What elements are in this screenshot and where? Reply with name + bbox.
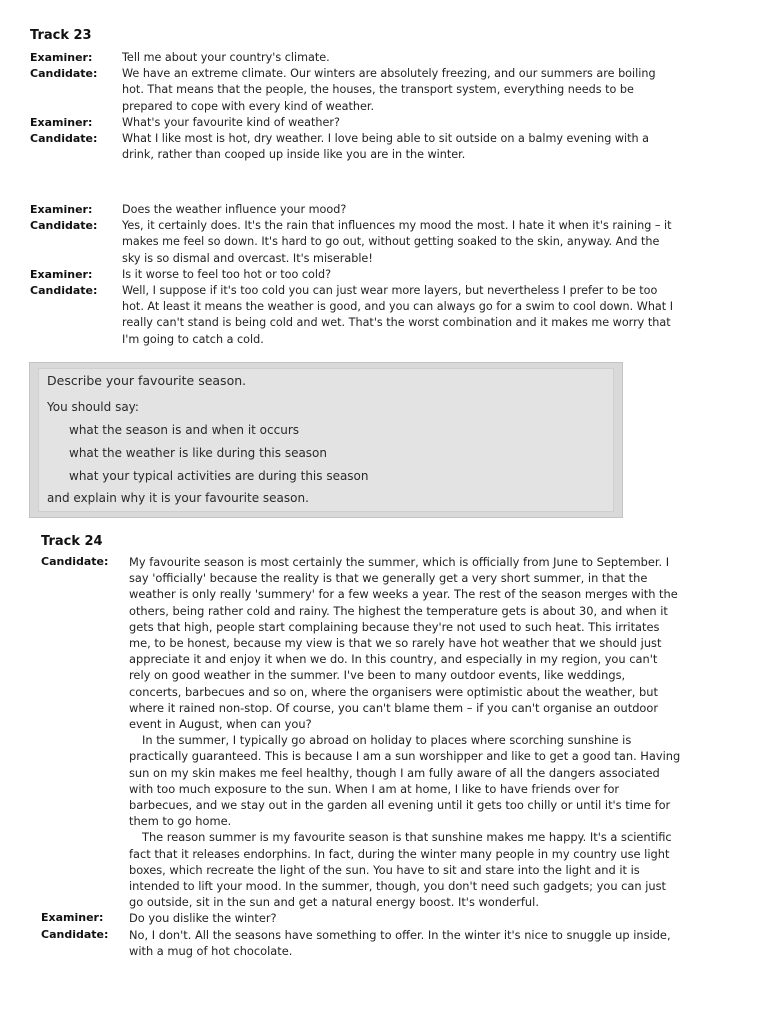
dialog-text: Is it worse to feel too hot or too cold? (122, 267, 332, 281)
dialog-text: Well, I suppose if it's too cold you can just wear more layers, but nevertheless I prefer to be too hot. At least it means the weather is good, and you can always go for a swim to cool down. What I really can't stand is being cold and wet. That's the worst combination and it makes me worry that I'm going to catch a cold. (122, 284, 674, 346)
track-23-dialog-part-1 (30, 50, 680, 163)
dialog-row (30, 131, 680, 163)
dialog-row (30, 202, 680, 218)
cue-card-heading: Describe your favourite season. (47, 373, 247, 388)
dialog-row (30, 218, 680, 267)
dialog-row (30, 115, 680, 131)
dialog-text: Yes, it certainly does. It's the rain that influences my mood the most. I hate it when it's raining – it makes me feel so down. It's hard to go out, without getting soaked to the skin, anyway. And the sky is so dismal and overcast. It's miserable! (122, 219, 672, 265)
monologue-paragraph: My favourite season is most certainly the summer, which is officially from June to September. I say 'officially' because the reality is that we generally get a very short summer, in that the weather is only really 'summery' for a few weeks a year. The rest of the season merges with the others, being rather cold and rainy. The highest the temperature gets is about 30, and when it gets that high, people start complaining because they're not used to such heat. This irritates me, to be honest, because my view is that we so rarely have hot weather that we should just appreciate it and enjoy it when we do. In this country, and especially in my region, you can't rely on good weather in the summer. I've been to many outdoor events, like weddings, concerts, barbecues and so on, where the organisers were optimistic about the weather, but where it rained non-stop. Of course, you can't blame them – if you can't organise an outdoor event in August, when can you? (129, 555, 678, 732)
dialog-row (30, 283, 680, 348)
track-24-monologue (41, 554, 681, 959)
speaker-label: Examiner: (30, 203, 93, 216)
speaker-label: Candidate: (41, 555, 109, 568)
dialog-text: What I like most is hot, dry weather. I love being able to sit outside on a balmy evening with a drink, rather than cooped up inside like you are in the winter. (122, 132, 649, 162)
speaker-label: Examiner: (30, 267, 93, 281)
speaker-label: Candidate: (30, 284, 98, 298)
dialog-text: Does the weather influence your mood? (122, 203, 347, 216)
dialog-row (30, 267, 680, 283)
cue-card-point: what the season is and when it occurs (69, 423, 299, 437)
dialog-row (30, 50, 680, 66)
cue-card (29, 362, 623, 518)
dialog-row (41, 927, 681, 959)
dialog-text: No, I don't. All the seasons have something to offer. In the winter it's nice to snuggle up inside, with a mug of hot chocolate. (129, 927, 671, 958)
dialog-row (41, 910, 681, 926)
speaker-label: Candidate: (30, 132, 98, 146)
track-23-dialog-part-2 (30, 202, 680, 348)
speaker-label: Examiner: (41, 911, 104, 925)
track-24-title: Track 24 (41, 534, 103, 549)
cue-card-closing: and explain why it is your favourite season. (47, 491, 309, 505)
dialog-text: Do you dislike the winter? (129, 911, 277, 926)
cue-card-point: what the weather is like during this season (69, 446, 328, 460)
dialog-text: Tell me about your country's climate. (122, 51, 330, 64)
monologue-row (41, 554, 681, 910)
dialog-text: What's your favourite kind of weather? (122, 115, 340, 129)
monologue-paragraph: In the summer, I typically go abroad on holiday to places where scorching sunshine is practically guaranteed. This is because I am a sun worshipper and like to get a good tan. Having sun on my skin makes me feel healthy, though I am fully aware of all the dangers associated with too much exposure to the sun. When I am at home, I like to have friends over for barbecues, and we stay out in the garden all evening until it gets too chilly or until it's time for them to go home. (129, 733, 681, 829)
monologue-paragraph: The reason summer is my favourite season is that sunshine makes me happy. It's a scientific fact that it releases endorphins. In fact, during the winter many people in my country use light boxes, which recreate the light of the sun. You have to sit and stare into the light and it is intended to lift your mood. In the summer, though, you don't need such gadgets; you can just go outside, sit in the sun and get a natural energy boost. It's wonderful. (129, 830, 672, 910)
monologue-text (129, 554, 681, 910)
speaker-label: Examiner: (30, 115, 93, 129)
speaker-label: Candidate: (30, 219, 98, 233)
dialog-row (30, 66, 680, 115)
speaker-label: Candidate: (30, 67, 98, 81)
speaker-label: Examiner: (30, 51, 93, 64)
dialog-text: We have an extreme climate. Our winters are absolutely freezing, and our summers are boiling hot. That means that the people, the houses, the transport system, everything needs to be prepared to cope with every kind of weather. (122, 67, 656, 113)
cue-card-point: what your typical activities are during this season (69, 469, 369, 483)
track-23-title: Track 23 (30, 28, 92, 43)
cue-card-intro: You should say: (47, 400, 139, 414)
speaker-label: Candidate: (41, 927, 109, 941)
